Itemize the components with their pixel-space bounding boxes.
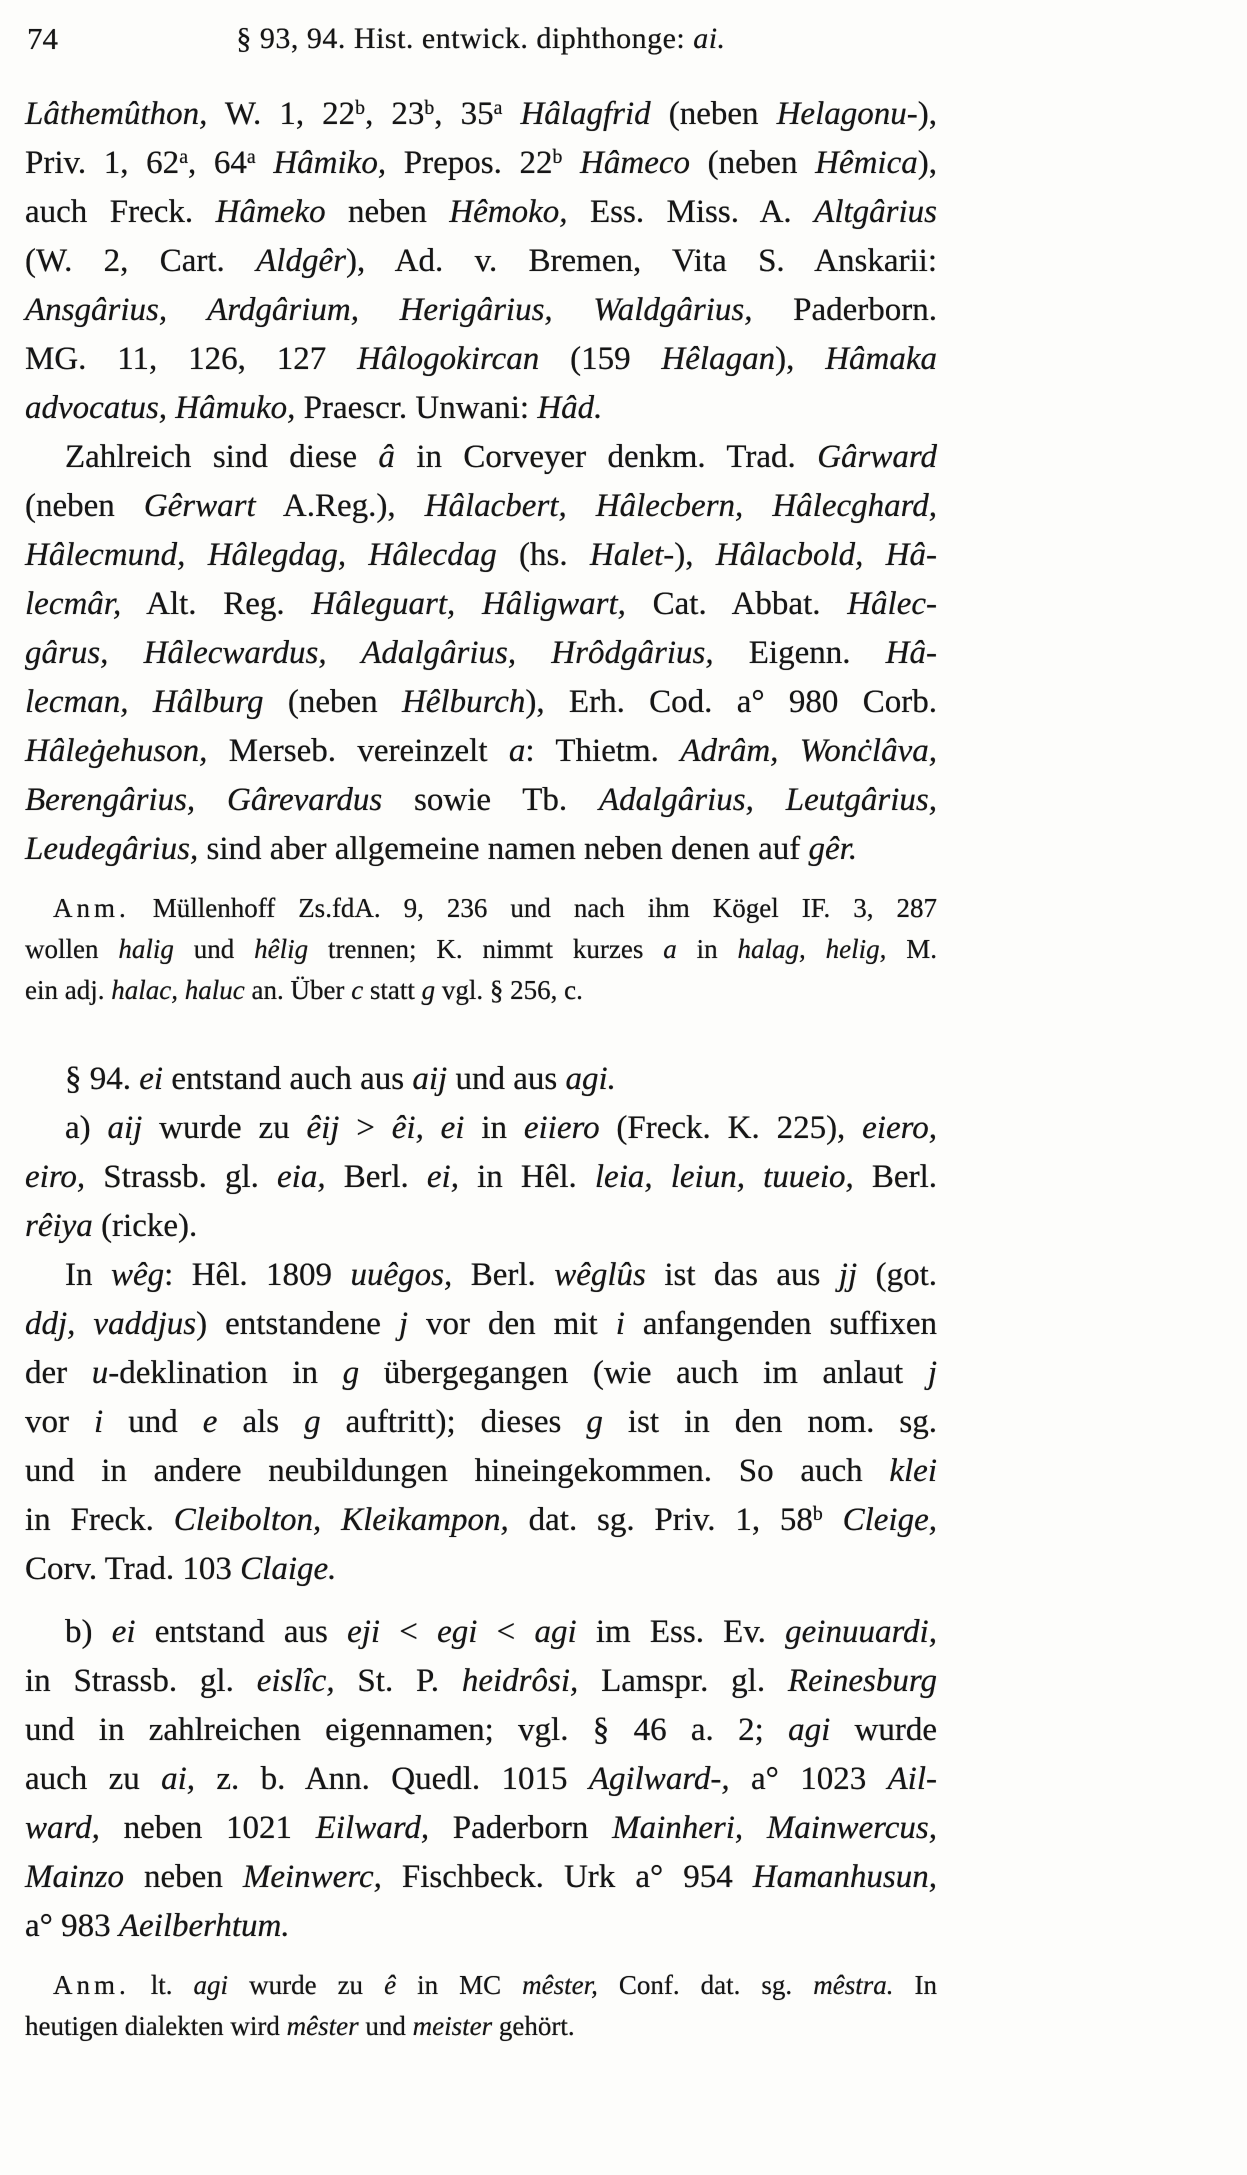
italic-text-run: eiero, bbox=[862, 1110, 937, 1146]
italic-text-run: a bbox=[508, 733, 526, 769]
italic-text-run: i bbox=[615, 1306, 625, 1342]
italic-text-run: mêstra. bbox=[813, 1970, 894, 2000]
italic-text-run: g bbox=[304, 1404, 321, 1440]
superscript: a bbox=[246, 146, 256, 169]
text-line bbox=[25, 1055, 937, 1104]
text-run: A.Reg.), bbox=[255, 488, 425, 524]
text-run: Berl. bbox=[325, 1159, 427, 1195]
italic-text-run: klei bbox=[889, 1453, 937, 1489]
page-number: 74 bbox=[27, 21, 58, 56]
text-line bbox=[25, 482, 937, 531]
text-run bbox=[562, 145, 580, 181]
text-line bbox=[25, 1153, 937, 1202]
italic-text-run: gêr. bbox=[808, 831, 858, 867]
italic-text-run: Mainheri, Mainwercus, bbox=[612, 1810, 937, 1846]
italic-text-run: wêglûs bbox=[554, 1257, 646, 1293]
paragraph-corvey-names bbox=[25, 433, 937, 874]
text-run: Müllenhoff Zs.fdA. 9, 236 und nach ihm Kögel IF. 3, 287 bbox=[129, 893, 937, 923]
italic-text-run: u bbox=[91, 1355, 109, 1391]
text-run: sowie Tb. bbox=[382, 782, 599, 818]
text-run: ), bbox=[917, 145, 938, 181]
italic-text-run: lecmâr, bbox=[25, 586, 122, 622]
italic-text-run: êij bbox=[306, 1110, 340, 1146]
text-line bbox=[25, 1104, 937, 1153]
italic-text-run: Hêlagan bbox=[661, 341, 776, 377]
italic-text-run: Altgârius bbox=[814, 194, 938, 230]
italic-text-run: Hâd. bbox=[537, 390, 603, 426]
italic-text-run: g bbox=[586, 1404, 603, 1440]
text-run: Priv. 1, 62 bbox=[25, 145, 180, 181]
text-run: in Hêl. bbox=[458, 1159, 595, 1195]
italic-text-run: mêster, bbox=[522, 1970, 598, 2000]
text-run: (neben bbox=[650, 96, 777, 132]
text-run: neben 1021 bbox=[99, 1810, 316, 1846]
text-run: -deklination in bbox=[108, 1355, 343, 1391]
text-run: In bbox=[893, 1970, 937, 2000]
italic-text-run: Meinwerc, bbox=[242, 1859, 382, 1895]
text-run: übergegangen (wie auch im anlaut bbox=[359, 1355, 928, 1391]
text-line bbox=[25, 678, 937, 727]
text-run: in Corveyer denkm. Trad. bbox=[394, 439, 818, 475]
italic-text-run: Aldgêr bbox=[256, 243, 346, 279]
text-line bbox=[25, 335, 937, 384]
text-run: M. bbox=[886, 934, 938, 964]
running-head-title bbox=[25, 14, 937, 63]
italic-text-run: Eilward, bbox=[315, 1810, 430, 1846]
text-run: anfangenden suffixen bbox=[624, 1306, 937, 1342]
text-run: wurde zu bbox=[228, 1970, 385, 2000]
italic-text-run: Hâlecmund, Hâlegdag, Hâlecdag bbox=[25, 537, 497, 573]
italic-text-run: agi. bbox=[565, 1061, 616, 1097]
text-line bbox=[25, 384, 937, 433]
text-run: a) bbox=[65, 1110, 108, 1146]
text-line bbox=[25, 1349, 937, 1398]
italic-text-run: Hâmaka bbox=[825, 341, 937, 377]
text-run: ), bbox=[917, 96, 937, 132]
text-run: ein adj. bbox=[25, 975, 112, 1005]
spaced-text-run: Anm. bbox=[53, 893, 130, 923]
italic-text-run: Gêrwart bbox=[143, 488, 256, 524]
italic-text-run: Helagonu- bbox=[776, 96, 918, 132]
italic-text-run: c bbox=[351, 975, 364, 1005]
superscript: b bbox=[424, 97, 435, 120]
text-run: (got. bbox=[857, 1257, 937, 1293]
text-run: > bbox=[339, 1110, 392, 1146]
italic-text-run: Hâlacbold, Hâ- bbox=[715, 537, 937, 573]
text-line bbox=[25, 1447, 937, 1496]
text-run: vor bbox=[25, 1404, 95, 1440]
italic-text-run: j bbox=[398, 1306, 409, 1342]
italic-text-run: leia, leiun, tuueio, bbox=[594, 1159, 854, 1195]
running-head bbox=[25, 14, 937, 66]
italic-text-run: Ail- bbox=[887, 1761, 937, 1797]
italic-text-run: agi bbox=[534, 1614, 577, 1650]
italic-text-run: Hâmiko, bbox=[273, 145, 387, 181]
italic-text-run: jj bbox=[838, 1257, 858, 1293]
text-run: vor den mit bbox=[408, 1306, 616, 1342]
text-run: lt. bbox=[129, 1970, 194, 2000]
text-line bbox=[25, 825, 937, 874]
text-line bbox=[25, 2006, 937, 2047]
text-run: wurde zu bbox=[142, 1110, 307, 1146]
text-run: Berl. bbox=[853, 1159, 937, 1195]
text-run: ist in den nom. sg. bbox=[602, 1404, 937, 1440]
text-run: vgl. § 256, c. bbox=[435, 975, 583, 1005]
text-run: und aus bbox=[447, 1061, 566, 1097]
text-run: Ess. Miss. A. bbox=[567, 194, 815, 230]
italic-text-run: lecman, Hâlburg bbox=[25, 684, 264, 720]
italic-text-run: Hâlec- bbox=[847, 586, 937, 622]
text-column bbox=[25, 14, 937, 2047]
italic-text-run: ai, bbox=[161, 1761, 196, 1797]
text-line bbox=[25, 1300, 937, 1349]
italic-text-run: i bbox=[94, 1404, 104, 1440]
text-line bbox=[25, 1202, 937, 1251]
superscript: b bbox=[355, 97, 366, 120]
text-run: Conf. dat. sg. bbox=[597, 1970, 814, 2000]
italic-text-run: rêiya bbox=[25, 1208, 93, 1244]
italic-text-run: Hâleguart, Hâligwart, bbox=[311, 586, 626, 622]
text-run: (W. 2, Cart. bbox=[25, 243, 257, 279]
italic-text-run: Leudegârius, bbox=[25, 831, 199, 867]
italic-text-run: ai. bbox=[693, 22, 726, 55]
text-run: § 93, 94. Hist. entwick. diphthonge: bbox=[236, 22, 694, 55]
italic-text-run: g bbox=[342, 1355, 360, 1391]
italic-text-run: Reinesburg bbox=[787, 1663, 938, 1699]
text-run: dat. sg. Priv. 1, 58 bbox=[508, 1502, 813, 1538]
text-line bbox=[25, 433, 937, 482]
text-run: ), bbox=[775, 341, 826, 377]
italic-text-run: agi bbox=[193, 1970, 229, 2000]
italic-text-run: agi bbox=[788, 1712, 831, 1748]
text-run: in MC bbox=[396, 1970, 523, 2000]
italic-text-run: Hâmeco bbox=[580, 145, 691, 181]
text-run: , 35 bbox=[434, 96, 494, 132]
text-run: z. b. Ann. Quedl. 1015 bbox=[195, 1761, 589, 1797]
text-run: ), Ad. v. Bremen, Vita S. Anskarii: bbox=[345, 243, 937, 279]
text-line bbox=[25, 286, 937, 335]
text-run: wollen bbox=[25, 934, 119, 964]
text-run: in Strassb. gl. bbox=[25, 1663, 257, 1699]
text-run: (Freck. K. 225), bbox=[599, 1110, 863, 1146]
italic-text-run: mêster bbox=[286, 2011, 359, 2041]
italic-text-run: Hêmoko, bbox=[449, 194, 568, 230]
italic-text-run: â bbox=[378, 439, 395, 475]
text-run: § 94. bbox=[65, 1061, 140, 1097]
italic-text-run: eji bbox=[347, 1614, 381, 1650]
italic-text-run: ei, bbox=[426, 1159, 459, 1195]
text-line bbox=[25, 1755, 937, 1804]
text-run: als bbox=[217, 1404, 305, 1440]
italic-text-run: Mainzo bbox=[25, 1859, 124, 1895]
italic-text-run: meister bbox=[412, 2011, 493, 2041]
italic-text-run: Cleige, bbox=[842, 1502, 938, 1538]
italic-text-run: heidrôsi, bbox=[461, 1663, 579, 1699]
text-line bbox=[25, 1496, 937, 1545]
italic-text-run: eislîc, bbox=[256, 1663, 335, 1699]
italic-text-run: Hêlburch bbox=[401, 684, 526, 720]
italic-text-run: geinuuardi, bbox=[785, 1614, 937, 1650]
italic-text-run: Hâlacbert, Hâlecbern, Hâlecghard, bbox=[424, 488, 937, 524]
text-run: und bbox=[173, 934, 255, 964]
text-run: , 23 bbox=[365, 96, 425, 132]
text-line bbox=[25, 580, 937, 629]
annotation-2 bbox=[25, 1965, 937, 2047]
text-line bbox=[25, 237, 937, 286]
paragraph-weg bbox=[25, 1251, 937, 1594]
text-line bbox=[25, 1965, 937, 2006]
text-run: gehört. bbox=[492, 2011, 575, 2041]
text-run: in Freck. bbox=[25, 1502, 174, 1538]
text-line bbox=[25, 970, 937, 1011]
text-line bbox=[25, 888, 937, 929]
text-run: statt bbox=[363, 975, 422, 1005]
italic-text-run: Hâlogokircan bbox=[357, 341, 540, 377]
text-run: ist das aus bbox=[645, 1257, 839, 1293]
paragraph-b bbox=[25, 1608, 937, 1951]
superscript: b bbox=[812, 1503, 823, 1526]
superscript: a bbox=[493, 97, 503, 120]
text-line bbox=[25, 1657, 937, 1706]
italic-text-run: Hamanhusun, bbox=[752, 1859, 937, 1895]
spaced-text-run: Anm. bbox=[53, 1970, 130, 2000]
text-line bbox=[25, 90, 937, 139]
text-run: : Thietm. bbox=[525, 733, 681, 769]
text-run: < bbox=[477, 1614, 535, 1650]
text-run: und bbox=[103, 1404, 203, 1440]
text-run bbox=[256, 145, 274, 181]
text-run: in bbox=[676, 934, 738, 964]
text-run: trennen; K. nimmt kurzes bbox=[308, 934, 664, 964]
text-line bbox=[25, 1853, 937, 1902]
text-run: : Hêl. 1809 bbox=[164, 1257, 351, 1293]
text-run: Fischbeck. Urk a° 954 bbox=[381, 1859, 753, 1895]
text-line bbox=[25, 1804, 937, 1853]
text-run: neben bbox=[325, 194, 450, 230]
text-run: , 64 bbox=[187, 145, 247, 181]
italic-text-run: eiro, bbox=[25, 1159, 86, 1195]
text-run: neben bbox=[124, 1859, 243, 1895]
section-94-heading bbox=[25, 1055, 937, 1104]
text-run: Eigenn. bbox=[713, 635, 886, 671]
text-run: Strassb. gl. bbox=[85, 1159, 278, 1195]
italic-text-run: ei bbox=[111, 1614, 136, 1650]
text-run: in bbox=[464, 1110, 524, 1146]
text-run: (neben bbox=[263, 684, 402, 720]
italic-text-run: Lâthemûthon, bbox=[25, 96, 208, 132]
text-run: ), bbox=[674, 537, 716, 573]
superscript: a bbox=[179, 146, 188, 169]
text-run: und in zahlreichen eigennamen; vgl. § 46 a. 2; bbox=[25, 1712, 789, 1748]
text-run: und bbox=[358, 2011, 413, 2041]
italic-text-run: Hâmeko bbox=[215, 194, 326, 230]
text-run: heutigen dialekten wird bbox=[25, 2011, 287, 2041]
text-run: Praescr. Unwani: bbox=[295, 390, 538, 426]
text-run: a° 1023 bbox=[729, 1761, 888, 1797]
text-run: St. P. bbox=[334, 1663, 462, 1699]
italic-text-run: g bbox=[421, 975, 436, 1005]
text-run: ), Erh. Cod. a° 980 Corb. bbox=[525, 684, 937, 720]
italic-text-run: halac, haluc bbox=[111, 975, 245, 1005]
text-line bbox=[25, 929, 937, 970]
italic-text-run: Hâ- bbox=[885, 635, 937, 671]
italic-text-run: j bbox=[927, 1355, 937, 1391]
italic-text-run: Halet- bbox=[589, 537, 675, 573]
italic-text-run: Hâleġehuson, bbox=[25, 733, 208, 769]
text-line bbox=[25, 139, 937, 188]
page-body-text bbox=[25, 90, 937, 2047]
paragraph-halagfrid-list bbox=[25, 90, 937, 433]
text-run: Alt. Reg. bbox=[121, 586, 312, 622]
italic-text-run: halig bbox=[118, 934, 174, 964]
italic-text-run: e bbox=[202, 1404, 218, 1440]
italic-text-run: êi, ei bbox=[391, 1110, 465, 1146]
paragraph-a bbox=[25, 1104, 937, 1251]
text-run bbox=[823, 1502, 843, 1538]
text-line bbox=[25, 629, 937, 678]
text-run: ) entstandene bbox=[196, 1306, 399, 1342]
annotation-1 bbox=[25, 888, 937, 1011]
text-run: auch zu bbox=[25, 1761, 162, 1797]
italic-text-run: a bbox=[663, 934, 677, 964]
text-line bbox=[25, 1902, 937, 1951]
italic-text-run: Cleibolton, Kleikampon, bbox=[173, 1502, 509, 1538]
italic-text-run: Hêmica bbox=[815, 145, 918, 181]
text-run: W. 1, 22 bbox=[207, 96, 356, 132]
italic-text-run: Adrâm, Wonċlâva, bbox=[680, 733, 937, 769]
italic-text-run: hêlig bbox=[254, 934, 309, 964]
text-line bbox=[25, 1398, 937, 1447]
text-run: Zahlreich sind diese bbox=[65, 439, 379, 475]
text-run: wurde bbox=[830, 1712, 938, 1748]
text-line bbox=[25, 1545, 937, 1594]
italic-text-run: egi bbox=[437, 1614, 478, 1650]
italic-text-run: wêg bbox=[110, 1257, 165, 1293]
text-run: Lamspr. gl. bbox=[578, 1663, 788, 1699]
text-run: sind aber allgemeine namen neben denen auf bbox=[198, 831, 809, 867]
text-run: im Ess. Ev. bbox=[576, 1614, 786, 1650]
text-run: a° 983 bbox=[25, 1908, 119, 1944]
italic-text-run: gârus, Hâlecwardus, Adalgârius, Hrôdgârius, bbox=[25, 635, 714, 671]
text-line bbox=[25, 727, 937, 776]
text-run: (neben bbox=[25, 488, 144, 524]
italic-text-run: ei bbox=[139, 1061, 164, 1097]
text-line bbox=[25, 1251, 937, 1300]
text-run: Cat. Abbat. bbox=[625, 586, 848, 622]
text-run: Prepos. 22 bbox=[386, 145, 553, 181]
text-run: entstand aus bbox=[135, 1614, 348, 1650]
italic-text-run: halag, helig, bbox=[737, 934, 887, 964]
italic-text-run: uuêgos, bbox=[350, 1257, 453, 1293]
text-line bbox=[25, 1706, 937, 1755]
italic-text-run: Berengârius, Gârevardus bbox=[25, 782, 383, 818]
text-run: Paderborn. bbox=[752, 292, 937, 328]
italic-text-run: Aeilberhtum. bbox=[118, 1908, 290, 1944]
text-line bbox=[25, 531, 937, 580]
italic-text-run: aij bbox=[412, 1061, 448, 1097]
italic-text-run: ddj, vaddjus bbox=[25, 1306, 197, 1342]
italic-text-run: Gârward bbox=[817, 439, 937, 475]
italic-text-run: ê bbox=[384, 1970, 397, 2000]
text-run: (ricke). bbox=[92, 1208, 198, 1244]
text-run: entstand auch aus bbox=[163, 1061, 413, 1097]
italic-text-run: Ansgârius, Ardgârium, Herigârius, Waldgârius, bbox=[25, 292, 753, 328]
italic-text-run: advocatus, Hâmuko, bbox=[25, 390, 296, 426]
italic-text-run: Agilward-, bbox=[588, 1761, 730, 1797]
text-run: MG. 11, 126, 127 bbox=[25, 341, 358, 377]
text-run: auch Freck. bbox=[25, 194, 216, 230]
italic-text-run: ward, bbox=[25, 1810, 100, 1846]
italic-text-run: eia, bbox=[277, 1159, 326, 1195]
italic-text-run: Adalgârius, Leutgârius, bbox=[598, 782, 937, 818]
text-run: Merseb. vereinzelt bbox=[207, 733, 509, 769]
text-run: an. Über bbox=[244, 975, 352, 1005]
text-line bbox=[25, 776, 937, 825]
text-run bbox=[502, 96, 520, 132]
text-run: Berl. bbox=[452, 1257, 555, 1293]
text-run: b) bbox=[65, 1614, 112, 1650]
italic-text-run: Claige. bbox=[240, 1551, 337, 1587]
text-run: der bbox=[25, 1355, 92, 1391]
italic-text-run: Hâlagfrid bbox=[520, 96, 651, 132]
text-line bbox=[25, 188, 937, 237]
text-run: (hs. bbox=[496, 537, 590, 573]
superscript: b bbox=[552, 146, 563, 169]
text-run: (neben bbox=[690, 145, 816, 181]
italic-text-run: aij bbox=[107, 1110, 143, 1146]
text-line bbox=[25, 1608, 937, 1657]
italic-text-run: eiiero bbox=[523, 1110, 600, 1146]
text-run: (159 bbox=[539, 341, 662, 377]
text-run: auftritt); dieses bbox=[320, 1404, 587, 1440]
text-run: Corv. Trad. 103 bbox=[25, 1551, 241, 1587]
text-run: und in andere neubildungen hineingekommen. So auch bbox=[25, 1453, 890, 1489]
text-run: Paderborn bbox=[429, 1810, 613, 1846]
text-run: In bbox=[65, 1257, 111, 1293]
text-run: < bbox=[380, 1614, 438, 1650]
